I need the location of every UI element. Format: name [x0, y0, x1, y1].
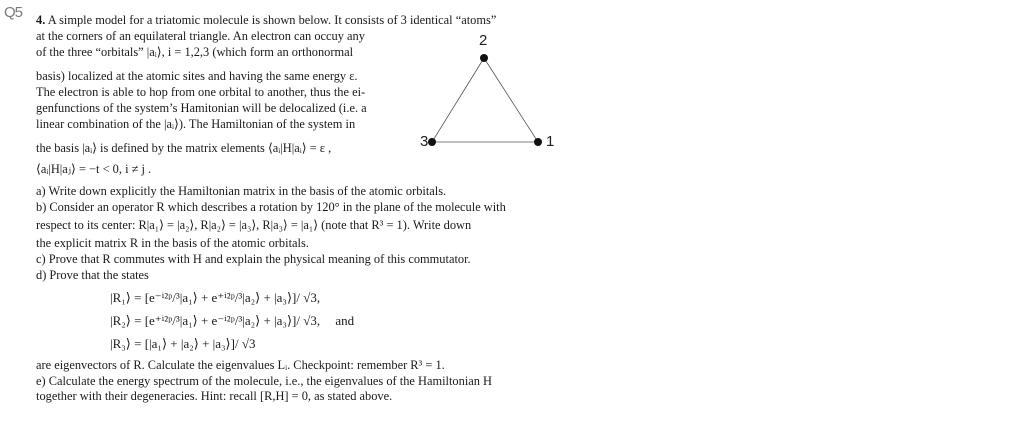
eigen-line: are eigenvectors of R. Calculate the eigenvalues Lᵢ. Checkpoint: remember R³ = 1. — [36, 358, 445, 372]
intro-line-2: at the corners of an equilateral triangle. An electron can occuy any — [36, 29, 365, 43]
state-r3-equation: |R₃⟩ = [|a₁⟩ + |a₂⟩ + |a₃⟩]/ √3 — [110, 336, 256, 351]
triangle-molecule-diagram — [420, 30, 560, 160]
atom-3 — [428, 138, 436, 146]
margin-handwritten-mark: Q5 — [4, 4, 23, 21]
intro-line-9: ⟨aᵢ|H|aⱼ⟩ = −t < 0, i ≠ j . — [36, 162, 152, 176]
intro-text-1: A simple model for a triatomic molecule is shown below. It consists of 3 identical “atoms” — [47, 13, 497, 27]
atom-2 — [480, 54, 488, 62]
part-b-line-2: respect to its center: R|a₁⟩ = |a₂⟩, R|a₂⟩ = |a₃⟩, R|a₃⟩ = |a₁⟩ (note that R³ = 1). Write down — [36, 218, 472, 232]
question-number: 4. — [36, 13, 46, 27]
vertex-label-1: 1 — [546, 133, 555, 150]
state-r1-equation: |R₁⟩ = [e⁻ⁱ²ᵖ/³|a₁⟩ + e⁺ⁱ²ᵖ/³|a₂⟩ + |a₃⟩]/ √3, — [110, 290, 321, 305]
part-d: d) Prove that the states — [36, 268, 149, 282]
bond-2-3 — [432, 58, 484, 142]
part-c: c) Prove that R commutes with H and explain the physical meaning of this commutator. — [36, 252, 471, 266]
bond-2-1 — [484, 58, 538, 142]
vertex-label-3: 3 — [420, 133, 429, 150]
intro-line-4: basis) localized at the atomic sites and having the same energy ε. — [36, 69, 358, 83]
part-e-line-2: together with their degeneracies. Hint: recall [R,H] = 0, as stated above. — [36, 389, 393, 403]
intro-line-8: the basis |aᵢ⟩ is defined by the matrix elements ⟨aᵢ|H|aᵢ⟩ = ε , — [36, 141, 332, 155]
part-e-line-1: e) Calculate the energy spectrum of the molecule, i.e., the eigenvalues of the Hamiltonian H — [36, 374, 492, 388]
state-r2-equation — [110, 313, 354, 329]
intro-line-3: of the three “orbitals” |aᵢ⟩, i = 1,2,3 (which form an orthonormal — [36, 45, 354, 59]
intro-line-5: The electron is able to hop from one orbital to another, thus the ei- — [36, 85, 366, 99]
states-and-word: and — [335, 313, 355, 328]
intro-line-1 — [36, 13, 496, 27]
triangle-svg — [420, 30, 560, 160]
intro-line-6: genfunctions of the system’s Hamitonian will be delocalized (i.e. a — [36, 101, 367, 115]
part-b-line-3: the explicit matrix R in the basis of the atomic orbitals. — [36, 236, 309, 250]
intro-line-7: linear combination of the |aᵢ⟩). The Hamiltonian of the system in — [36, 117, 356, 131]
state-r2-text: |R₂⟩ = [e⁺ⁱ²ᵖ/³|a₁⟩ + e⁻ⁱ²ᵖ/³|a₂⟩ + |a₃⟩]/ √3, — [110, 313, 321, 328]
atom-1 — [534, 138, 542, 146]
part-b-line-1: b) Consider an operator R which describes a rotation by 120° in the plane of the molecule with — [36, 200, 506, 214]
vertex-label-2: 2 — [479, 32, 488, 49]
part-a: a) Write down explicitly the Hamiltonian matrix in the basis of the atomic orbitals. — [36, 184, 447, 198]
